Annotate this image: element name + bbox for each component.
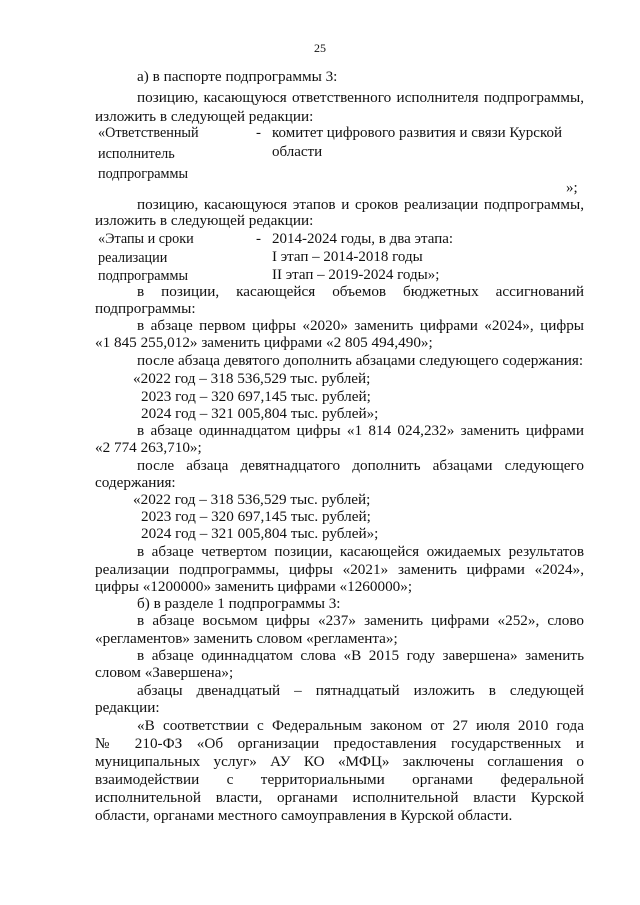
text-line: 2023 год – 320 697,145 тыс. рублей; (141, 388, 371, 405)
table-left-cell: подпрограммы (98, 166, 188, 182)
table-right-cell: 2014-2024 годы, в два этапа: (272, 231, 454, 247)
table-left-cell: исполнитель (98, 146, 175, 162)
table-right-cell: комитет цифрового развития и связи Курской (272, 125, 562, 141)
text-line: подпрограммы: (95, 300, 196, 317)
text-line: 2024 год – 321 005,804 тыс. рублей»; (141, 405, 379, 422)
text-line: «В соответствии с Федеральным законом от 27 июля 2010 года (137, 717, 584, 734)
table-left-cell: подпрограммы (98, 268, 188, 284)
text-line: в абзаце одиннадцатом слова «В 2015 году завершена» заменить (137, 647, 584, 664)
text-line: в абзаце одиннадцатом цифры «1 814 024,232» заменить цифрами (137, 422, 584, 439)
table-right-cell: II этап – 2019-2024 годы»; (272, 267, 440, 283)
text-line: цифры «1200000» заменить цифрами «1260000»; (95, 578, 413, 595)
text-line: реализации подпрограммы, цифры «2021» заменить цифрами «2024», (95, 561, 584, 578)
text-line: 2023 год – 320 697,145 тыс. рублей; (141, 508, 371, 525)
closing-quote: »; (566, 180, 578, 196)
text-line: б) в разделе 1 подпрограммы 3: (137, 595, 341, 612)
table-left-cell: «Этапы и сроки (98, 231, 194, 247)
text-line: взаимодействии с территориальными органами федеральной (95, 771, 584, 788)
table-dash: - (256, 231, 261, 247)
text-line: области, органами местного самоуправления в Курской области. (95, 807, 513, 824)
table-left-cell: «Ответственный (98, 125, 199, 141)
text-line: «регламентов» заменить словом «регламента»; (95, 630, 398, 647)
text-line: № 210-ФЗ «Об организации предоставления государственных и (95, 735, 584, 752)
text-line: муниципальных услуг» АУ КО «МФЦ» заключены соглашения о (95, 753, 584, 770)
text-line: исполнительной власти, органами исполнительной власти Курской (95, 789, 584, 806)
text-line: «1 845 255,012» заменить цифрами «2 805 494,490»; (95, 334, 433, 351)
table-left-cell: реализации (98, 250, 168, 266)
text-line: изложить в следующей редакции: (95, 108, 314, 125)
text-line: «2 774 263,710»; (95, 439, 202, 456)
text-line: после абзаца девятнадцатого дополнить абзацами следующего (137, 457, 584, 474)
text-line: абзацы двенадцатый – пятнадцатый изложить в следующей (137, 682, 584, 699)
text-line: а) в паспорте подпрограммы 3: (137, 68, 338, 85)
text-line: словом «Завершена»; (95, 664, 234, 681)
table-dash: - (256, 125, 261, 141)
text-line: редакции: (95, 699, 160, 716)
page-number: 25 (314, 41, 326, 55)
table-right-cell: области (272, 144, 323, 160)
table-right-cell: I этап – 2014-2018 годы (272, 249, 423, 265)
text-line: позицию, касающуюся этапов и сроков реализации подпрограммы, (137, 196, 584, 213)
text-line: после абзаца девятого дополнить абзацами следующего содержания: (137, 352, 584, 369)
text-line: в позиции, касающейся объемов бюджетных ассигнований (137, 283, 584, 300)
text-line: позицию, касающуюся ответственного исполнителя подпрограммы, (137, 89, 584, 106)
text-line: в абзаце первом цифры «2020» заменить цифрами «2024», цифры (137, 317, 584, 334)
text-line: содержания: (95, 474, 176, 491)
text-line: 2024 год – 321 005,804 тыс. рублей»; (141, 525, 379, 542)
text-line: в абзаце восьмом цифры «237» заменить цифрами «252», слово (137, 612, 584, 629)
text-line: изложить в следующей редакции: (95, 212, 314, 229)
text-line: «2022 год – 318 536,529 тыс. рублей; (133, 370, 371, 387)
text-line: «2022 год – 318 536,529 тыс. рублей; (133, 491, 371, 508)
text-line: в абзаце четвертом позиции, касающейся ожидаемых результатов (137, 543, 584, 560)
